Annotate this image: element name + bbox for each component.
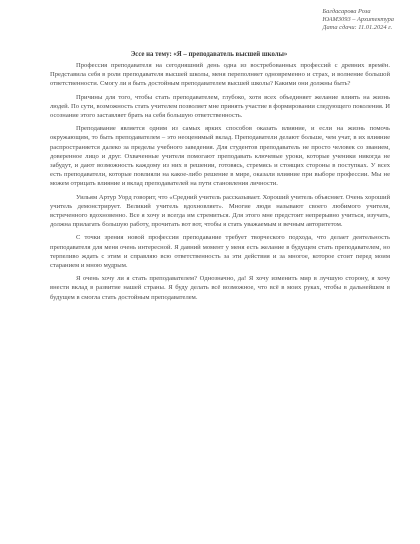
essay-body xyxy=(50,61,390,306)
submission-date: Дата сдачи: 11.01.2024 г. xyxy=(322,24,393,31)
paragraph: Причины для того, чтобы стать преподавателем, глубоко, хотя всех объединяет желание влиять на жизнь людей. По сути, возможность стать учителем позволяет мне принять участие в формировании следующего поколения. И осознание этого заставляет брать на себя большую ответственность. xyxy=(50,93,390,120)
group-name: ЮАМ3093 – Архитектура xyxy=(322,16,394,23)
essay-page xyxy=(10,6,408,538)
paragraph: Профессия преподавателя на сегодняшний день одна из востребованных профессий с древних времён. Представила себя в роли преподавателя высшей школы, меня переполняет одновременно и страх, и волнение большой ответственности. Смогу ли я быть достойным преподавателем высшей школы? Какими они должны быть? xyxy=(50,62,390,88)
author-header xyxy=(322,8,394,32)
author-name: Багдасарова Роза xyxy=(322,8,371,15)
paragraph: Уильям Артур Уорд говорит, что «Средний учитель рассказывает. Хороший учитель объясняет. Очень хороший учитель демонстрирует. Великий учитель вдохновляет». Многие люди называют своего любимого учителя, встреченного вдохновенно. Все я хочу и всегда им стремиться. Для этого мне предстоит непрерывно учиться, изучать, должна прилагать большую работу, прочитать вот вот, чтобы я стать уважаемым и вечным авторитетом. xyxy=(50,193,390,229)
paragraph: Я очень хочу ли я стать преподавателем? Однозначно, да! Я хочу изменить мир в лучшую сторону, я хочу внести вклад в развитие нашей страны. Я буду делать всё возможное, что всё в моих руках, чтобы в дальнейшем в будущем в смогла стать достойным преподавателем. xyxy=(50,275,390,301)
paragraph: Преподавание является одним из самых ярких способов оказать влияние, и если на жизнь помочь окружающим, то быть преподавателем – это неоценимый вклад. Преподаватели делают больше, чем учат, в их влияние распространяется далеко за пределы учебного заведения. Для студентов преподаватель не просто человек со званием, доверенное лицо и друг. Охваченные учителя помогают преподавать ключевые уроки, которые ученики никогда не забудут, и дают возможность каждому из них в решении, готовясь, стремясь и стоящих стороны в поступках. У всех есть преподаватели, которые повлияли на какое-либо решение в мире, оказали влияние при выборе профессии. Мы не можем отрицать влияние и вклад преподавателей на пути становления личности. xyxy=(50,125,390,188)
essay-title: Эссе на тему: «Я – преподаватель высшей школы» xyxy=(130,51,288,58)
paragraph: С точки зрения новой профессии преподавание требует творческого подхода, что делает деятельность преподавателя для меня очень интересной. Я давний момент у меня есть желание в будущем стать преподавателем, но терпеливо ждать с этим и справляю всю ответственность за эти действия и за многое, которое стоит перед моим старанием и мною мудрым. xyxy=(50,234,390,270)
